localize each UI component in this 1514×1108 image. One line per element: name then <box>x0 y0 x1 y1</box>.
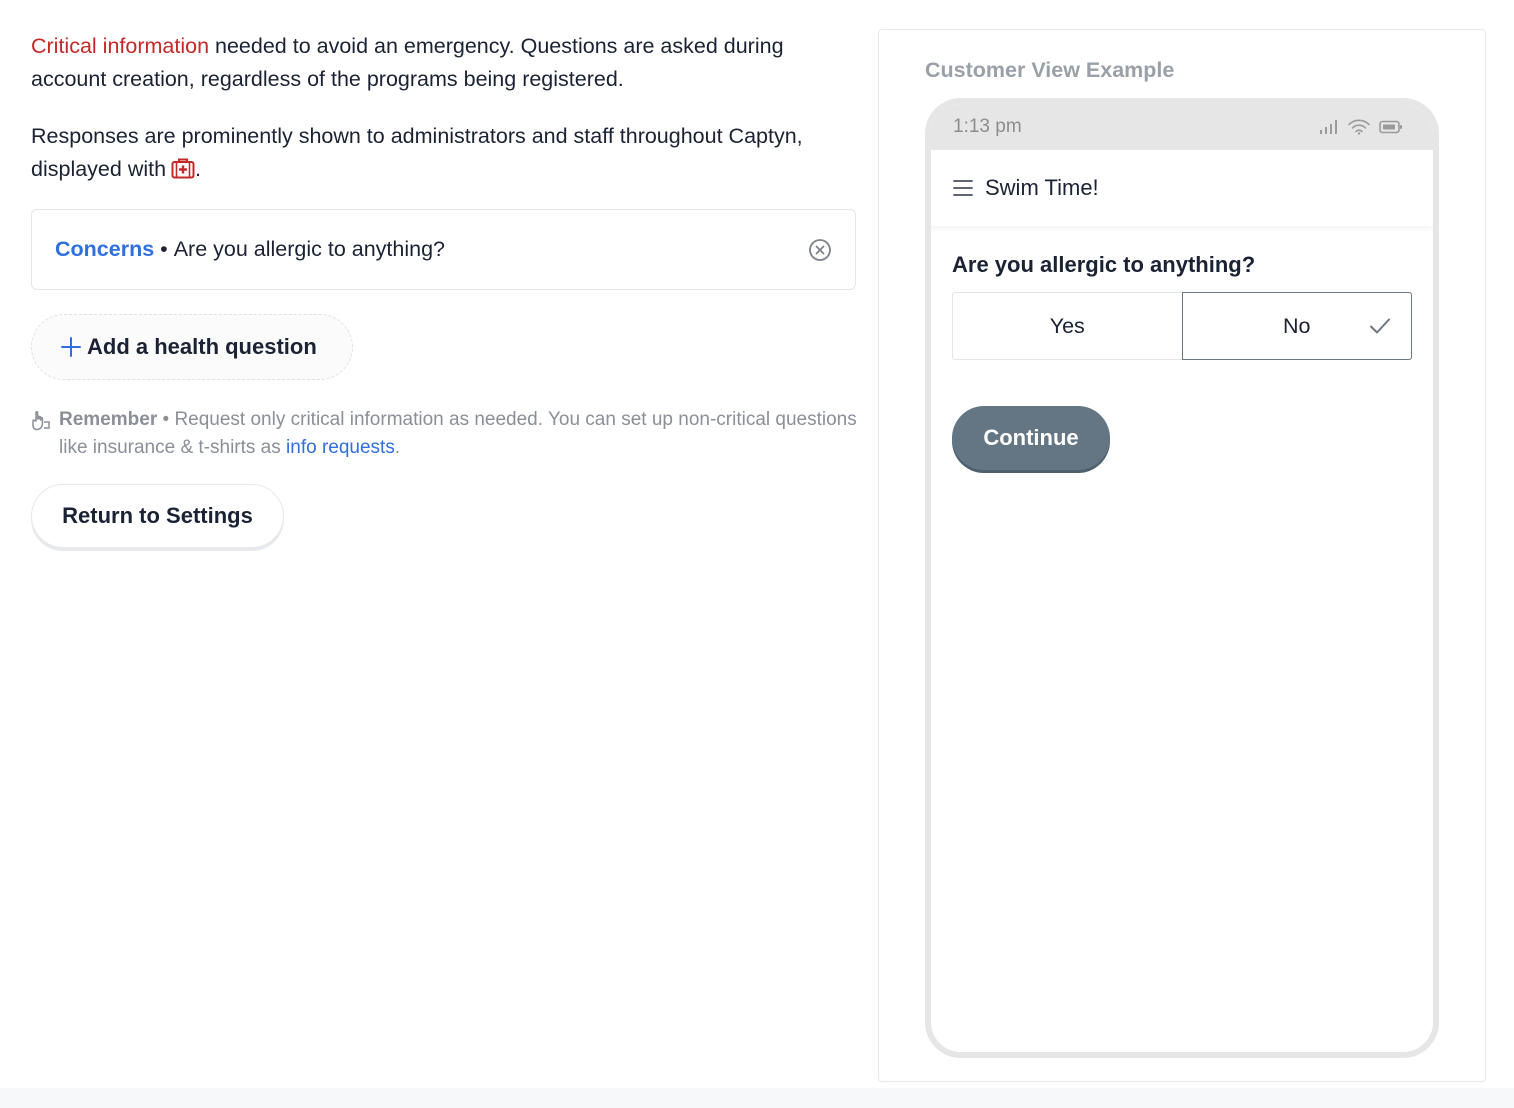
bottom-strip <box>0 1088 1514 1108</box>
battery-icon <box>1379 120 1403 134</box>
remove-question-button[interactable] <box>807 237 833 263</box>
customer-view-title: Customer View Example <box>925 58 1175 82</box>
app-header <box>931 150 1433 226</box>
plus-icon <box>61 337 81 357</box>
remember-text-block <box>59 406 857 462</box>
answer-options <box>952 292 1412 360</box>
checkmark-icon <box>1369 317 1391 335</box>
info-requests-link[interactable]: info requests <box>286 437 395 458</box>
customer-view-panel <box>878 29 1486 1082</box>
responses-suffix: . <box>195 157 202 181</box>
return-to-settings-button[interactable]: Return to Settings <box>31 484 284 548</box>
pointing-hand-icon <box>31 410 51 432</box>
phone-content <box>931 226 1433 470</box>
preview-question: Are you allergic to anything? <box>952 252 1256 277</box>
app-title: Swim Time! <box>985 175 1099 200</box>
question-text: Are you allergic to anything? <box>173 237 446 261</box>
option-yes-label: Yes <box>1049 313 1085 338</box>
continue-button[interactable]: Continue <box>952 406 1110 470</box>
medical-kit-icon <box>171 157 195 179</box>
option-no-label: No <box>1283 313 1311 338</box>
phone-mockup <box>925 98 1439 1058</box>
remember-text: Request only critical information as needed. You can set up non-critical questions like insurance & t-shirts as <box>59 409 857 458</box>
remember-title: Remember <box>59 409 158 430</box>
responses-paragraph <box>31 120 857 186</box>
intro-text: needed to avoid an emergency. Questions are asked during account creation, regardless of the programs being registered. <box>31 34 784 91</box>
question-category: Concerns <box>55 237 155 261</box>
status-icons <box>1319 119 1403 135</box>
remember-note <box>31 406 857 462</box>
health-question-item <box>31 209 856 290</box>
remember-suffix: . <box>394 437 401 458</box>
add-health-question-button[interactable] <box>31 314 353 380</box>
option-yes[interactable] <box>952 292 1182 360</box>
option-no[interactable] <box>1182 292 1413 360</box>
responses-text: Responses are prominently shown to administrators and staff throughout Captyn, displayed with <box>31 124 803 181</box>
close-circle-icon <box>808 238 832 262</box>
remember-separator: • <box>157 409 175 430</box>
critical-information-highlight: Critical information <box>31 34 210 58</box>
hamburger-menu-icon[interactable] <box>953 179 973 197</box>
phone-status-bar <box>931 104 1433 150</box>
status-time: 1:13 pm <box>953 116 1022 137</box>
category-separator: • <box>160 237 168 261</box>
settings-column <box>31 30 857 548</box>
wifi-icon <box>1348 119 1370 135</box>
signal-icon <box>1319 119 1339 135</box>
add-health-question-label: Add a health question <box>87 334 317 359</box>
intro-paragraph <box>31 30 857 96</box>
